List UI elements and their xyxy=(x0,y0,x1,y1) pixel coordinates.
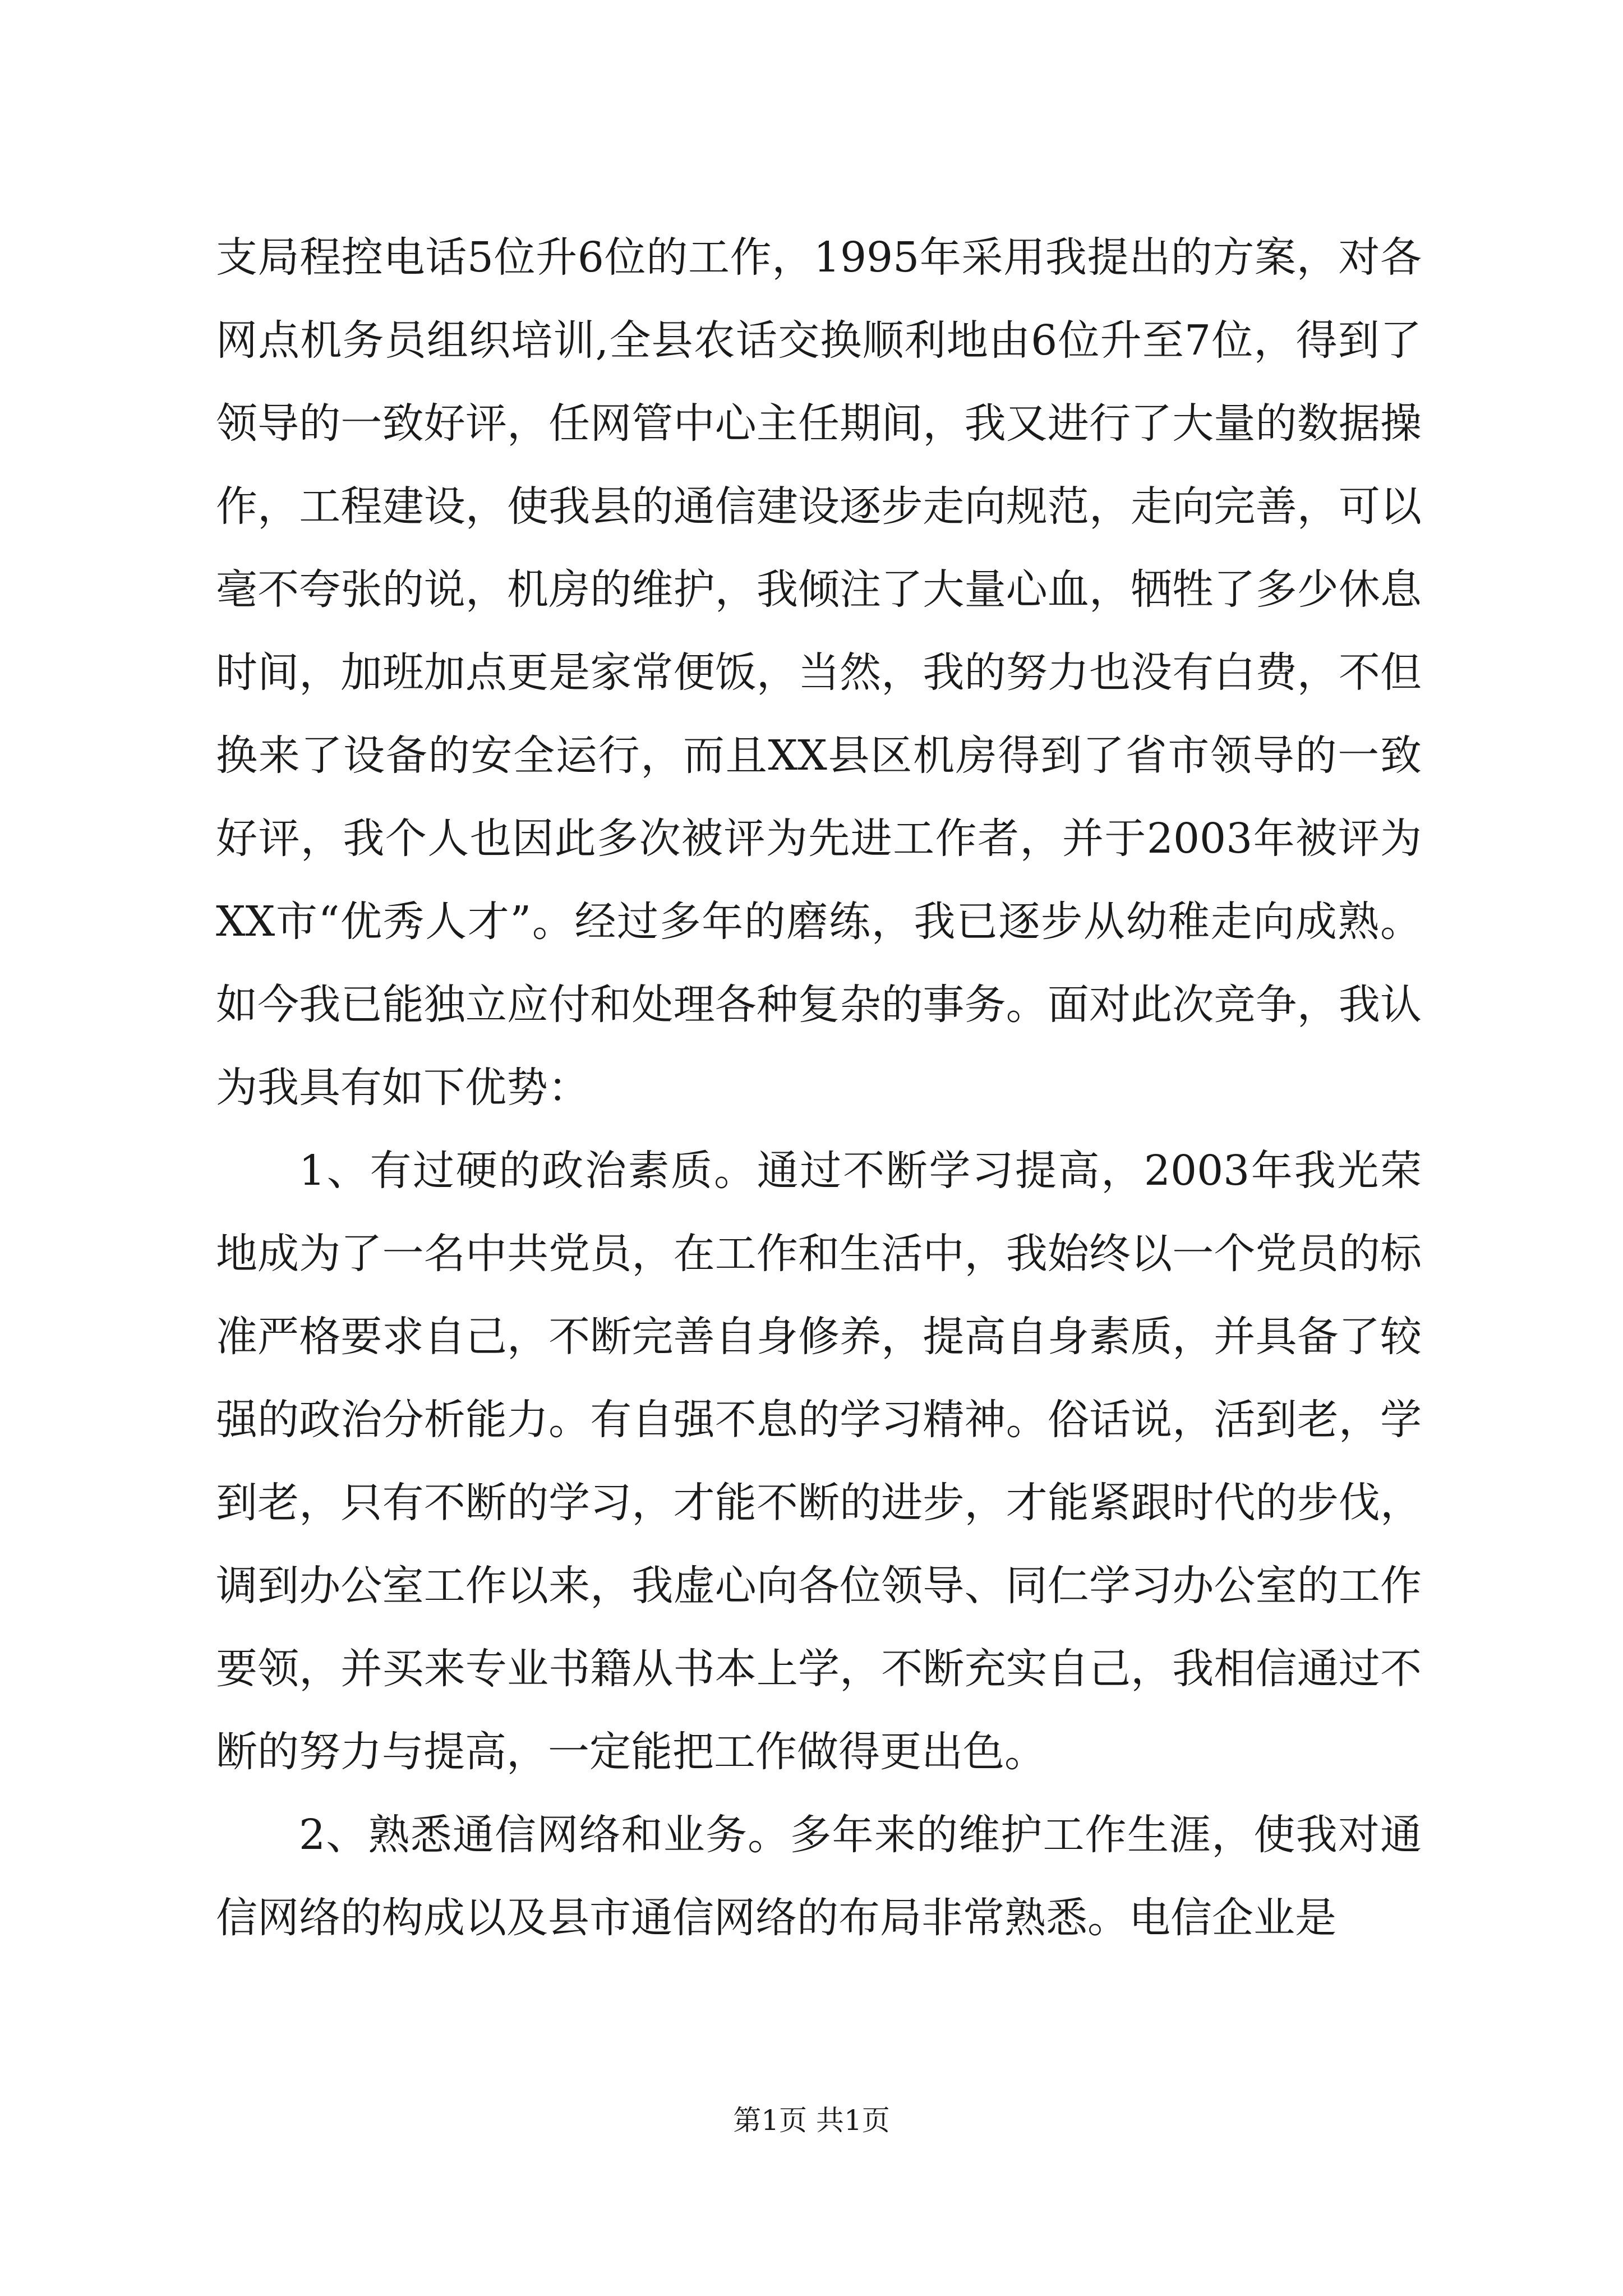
paragraph-continuation: 支局程控电话5位升6位的工作，1995年采用我提出的方案，对各网点机务员组织培训,全县农话交换顺利地由6位升至7位，得到了领导的一致好评，任网管中心主任期间，我又进行了大量的数据操作，工程建设，使我县的通信建设逐步走向规范，走向完善，可以毫不夸张的说，机房的维护，我倾注了大量心血，牺牲了多少休息时间，加班加点更是家常便饭，当然，我的努力也没有白费，不但换来了设备的安全运行，而且XX县区机房得到了省市领导的一致好评，我个人也因此多次被评为先进工作者，并于2003年被评为XX市“优秀人才”。经过多年的磨练，我已逐步从幼稚走向成熟。如今我已能独立应付和处理各种复杂的事务。面对此次竞争，我认为我具有如下优势： xyxy=(216,233,1422,1112)
page-footer: 第1页 共1页 xyxy=(733,2104,890,2137)
paragraph-political-quality: 1、有过硬的政治素质。通过不断学习提高，2003年我光荣地成为了一名中共党员，在工作和生活中，我始终以一个党员的标准严格要求自己，不断完善自身修养，提高自身素质，并具备了较强的政治分析能力。有自强不息的学习精神。俗话说，活到老，学到老，只有不断的学习，才能不断的进步，才能紧跟时代的步伐，调到办公室工作以来，我虚心向各位领导、同仁学习办公室的工作要领，并买来专业书籍从书本上学，不断充实自己，我相信通过不断的努力与提高，一定能把工作做得更出色。 xyxy=(216,1147,1422,1776)
document-body xyxy=(216,216,1422,1959)
paragraph-network-knowledge: 2、熟悉通信网络和业务。多年来的维护工作生涯，使我对通信网络的构成以及县市通信网络的布局非常熟悉。电信企业是 xyxy=(216,1811,1422,1942)
